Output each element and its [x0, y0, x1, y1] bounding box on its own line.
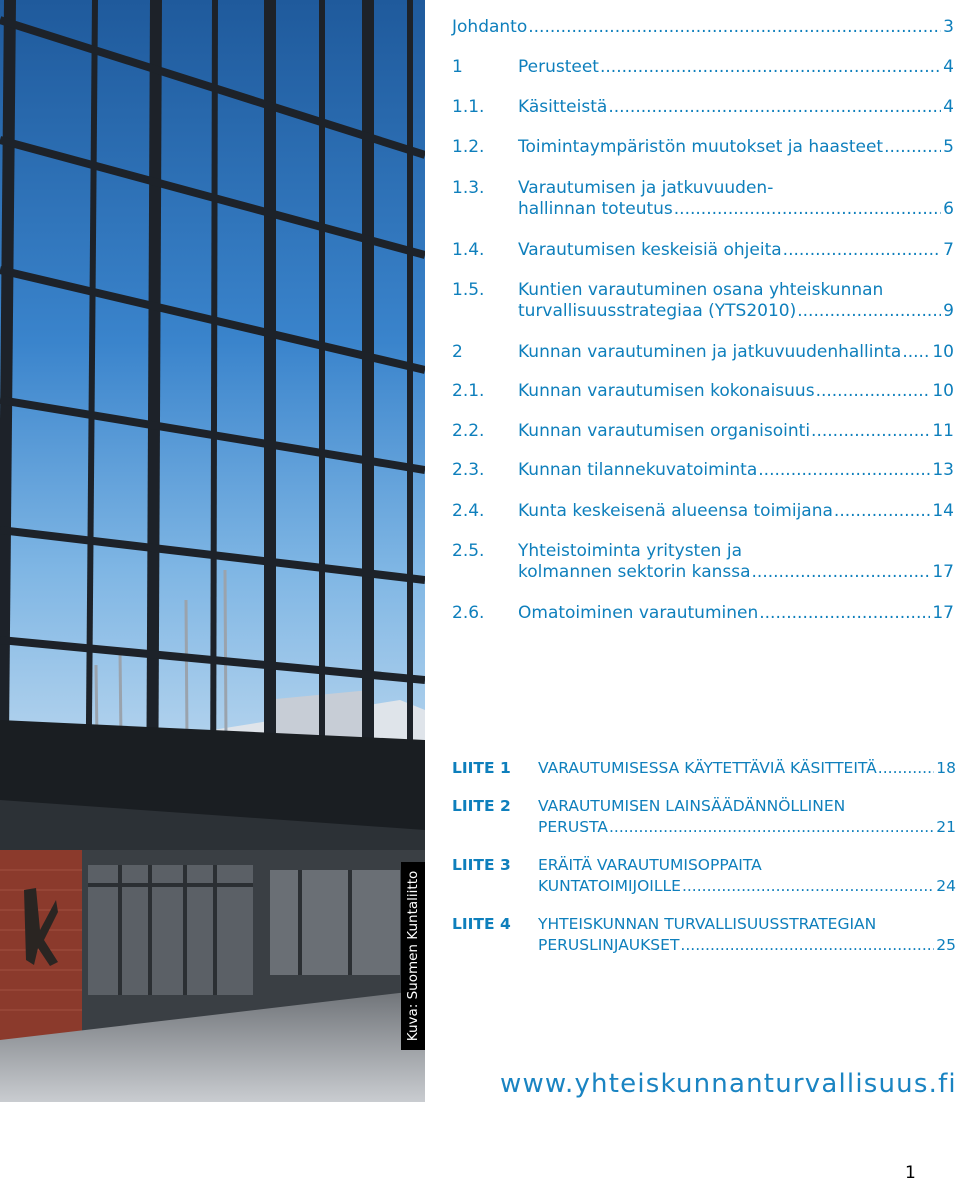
leader-dots — [797, 301, 941, 322]
photo-credit — [401, 862, 425, 1050]
leader-dots — [682, 876, 934, 897]
toc-page-number: 14 — [932, 501, 954, 521]
toc-entry-number: 1 — [452, 57, 463, 77]
title-last-line — [518, 342, 954, 363]
appendix-title — [538, 758, 956, 779]
leader-dots — [600, 57, 941, 78]
page-number: 1 — [905, 1163, 916, 1183]
title-last-line — [518, 501, 954, 522]
toc-page-number: 4 — [943, 97, 954, 117]
toc-entry-number: 2.3. — [452, 460, 485, 480]
title-text: Kunta keskeisenä alueensa toimijana — [518, 501, 833, 521]
appendix-label: LIITE 2 — [452, 797, 511, 815]
title-last-line — [518, 199, 954, 220]
title-text: hallinnan toteutus — [518, 199, 673, 219]
toc-entry-title — [518, 541, 954, 583]
title-last-line — [538, 817, 956, 838]
appendix-title — [538, 796, 956, 838]
toc-entry-number: 1.4. — [452, 240, 485, 260]
cover-photo — [0, 0, 425, 1102]
toc-entry-number: 2.1. — [452, 381, 485, 401]
title-text: Toimintaympäristön muutokset ja haasteet — [518, 137, 884, 157]
toc-entry-number: 2.4. — [452, 501, 485, 521]
title-last-line — [518, 381, 954, 402]
toc-entry-number: 1.3. — [452, 178, 485, 198]
toc-page-number: 5 — [943, 137, 954, 157]
leader-dots — [680, 935, 934, 956]
title-text: Käsitteistä — [518, 97, 608, 117]
title-text: VARAUTUMISESSA KÄYTETTÄVIÄ KÄSITTEITÄ — [538, 759, 877, 777]
toc-page-number: 17 — [932, 603, 954, 623]
toc-entry-number: 2.2. — [452, 421, 485, 441]
toc-page-number: 7 — [943, 240, 954, 260]
toc-page-number: 4 — [943, 57, 954, 77]
leader-dots — [528, 17, 941, 38]
leader-dots — [758, 460, 930, 481]
toc-entry-title — [518, 178, 954, 220]
toc-entry-title — [518, 603, 954, 624]
title-last-line — [518, 460, 954, 481]
toc-entry-title — [518, 460, 954, 481]
toc-entry-number: 1.1. — [452, 97, 485, 117]
toc-page-number: 18 — [936, 759, 956, 777]
toc-entry-title — [518, 137, 954, 158]
toc-entry-title — [518, 501, 954, 522]
photo-credit-text: Kuva: Suomen Kuntaliitto — [405, 870, 421, 1042]
title-text: Kunnan varautumisen organisointi — [518, 421, 811, 441]
title-text: Omatoiminen varautuminen — [518, 603, 759, 623]
title-line: Yhteistoiminta yritysten ja — [518, 541, 742, 561]
toc-page-number: 17 — [932, 562, 954, 582]
toc-entry-number: 1.2. — [452, 137, 485, 157]
website-url[interactable]: www.yhteiskunnanturvallisuus.fi — [500, 1069, 957, 1099]
leader-dots — [609, 817, 934, 838]
toc-entry-title — [518, 57, 954, 78]
title-last-line — [518, 301, 954, 322]
leader-dots — [834, 501, 930, 522]
title-last-line — [538, 876, 956, 897]
title-last-line — [538, 758, 956, 779]
title-last-line — [518, 562, 954, 583]
title-text: Varautumisen keskeisiä ohjeita — [518, 240, 782, 260]
appendix-title — [538, 855, 956, 897]
toc-entry-title — [518, 280, 954, 322]
title-last-line — [518, 97, 954, 118]
title-last-line — [518, 240, 954, 261]
title-line: YHTEISKUNNAN TURVALLISUUSSTRATEGIAN — [538, 915, 877, 933]
appendix-label: LIITE 3 — [452, 856, 511, 874]
title-text: KUNTATOIMIJOILLE — [538, 877, 681, 895]
toc-entry-title — [518, 342, 954, 363]
title-text: PERUSLINJAUKSET — [538, 936, 680, 954]
title-line: Kuntien varautuminen osana yhteiskunnan — [518, 280, 884, 300]
toc-entry-title — [518, 240, 954, 261]
toc-entry-title — [518, 421, 954, 442]
leader-dots — [884, 137, 941, 158]
title-last-line — [518, 603, 954, 624]
title-line: VARAUTUMISEN LAINSÄÄDÄNNÖLLINEN — [538, 797, 846, 815]
toc-page-number: 25 — [936, 936, 956, 954]
toc-entry-number: 1.5. — [452, 280, 485, 300]
toc-page-number: 3 — [943, 17, 954, 37]
title-text: Kunnan tilannekuvatoiminta — [518, 460, 758, 480]
leader-dots — [759, 603, 930, 624]
leader-dots — [608, 97, 941, 118]
toc-entry-number: 2.5. — [452, 541, 485, 561]
title-last-line — [538, 935, 956, 956]
toc-entry-number: 2.6. — [452, 603, 485, 623]
title-line: ERÄITÄ VARAUTUMISOPPAITA — [538, 856, 762, 874]
title-text: Perusteet — [518, 57, 599, 77]
title-text: kolmannen sektorin kanssa — [518, 562, 751, 582]
title-line: Varautumisen ja jatkuvuuden- — [518, 178, 774, 198]
appendix-label: LIITE 1 — [452, 759, 511, 777]
toc-page-number: 9 — [943, 301, 954, 321]
toc-entry-title — [518, 97, 954, 118]
building-photo-illustration — [0, 0, 425, 1102]
toc-page-number: 24 — [936, 877, 956, 895]
leader-dots — [674, 199, 941, 220]
title-text: Kunnan varautuminen ja jatkuvuudenhallinta — [518, 342, 902, 362]
leader-dots — [878, 758, 934, 779]
toc-entry-title: Johdanto — [452, 17, 528, 37]
appendix-title — [538, 914, 956, 956]
toc-page-number: 6 — [943, 199, 954, 219]
title-last-line — [518, 137, 954, 158]
title-text: Kunnan varautumisen kokonaisuus — [518, 381, 815, 401]
toc-page-number: 11 — [932, 421, 954, 441]
leader-dots — [783, 240, 942, 261]
toc-page-number: 13 — [932, 460, 954, 480]
title-text: turvallisuusstrategiaa (YTS2010) — [518, 301, 797, 321]
leader-dots — [902, 342, 930, 363]
leader-dots — [752, 562, 931, 583]
leader-dots — [816, 381, 931, 402]
toc-page-number: 10 — [932, 342, 954, 362]
toc-entry-title — [518, 381, 954, 402]
title-text: PERUSTA — [538, 818, 608, 836]
toc-entry-line — [452, 17, 954, 38]
title-last-line — [518, 57, 954, 78]
toc-entry-number: 2 — [452, 342, 463, 362]
toc-page-number: 10 — [932, 381, 954, 401]
leader-dots — [811, 421, 930, 442]
toc-page-number: 21 — [936, 818, 956, 836]
title-last-line — [518, 421, 954, 442]
appendix-label: LIITE 4 — [452, 915, 511, 933]
